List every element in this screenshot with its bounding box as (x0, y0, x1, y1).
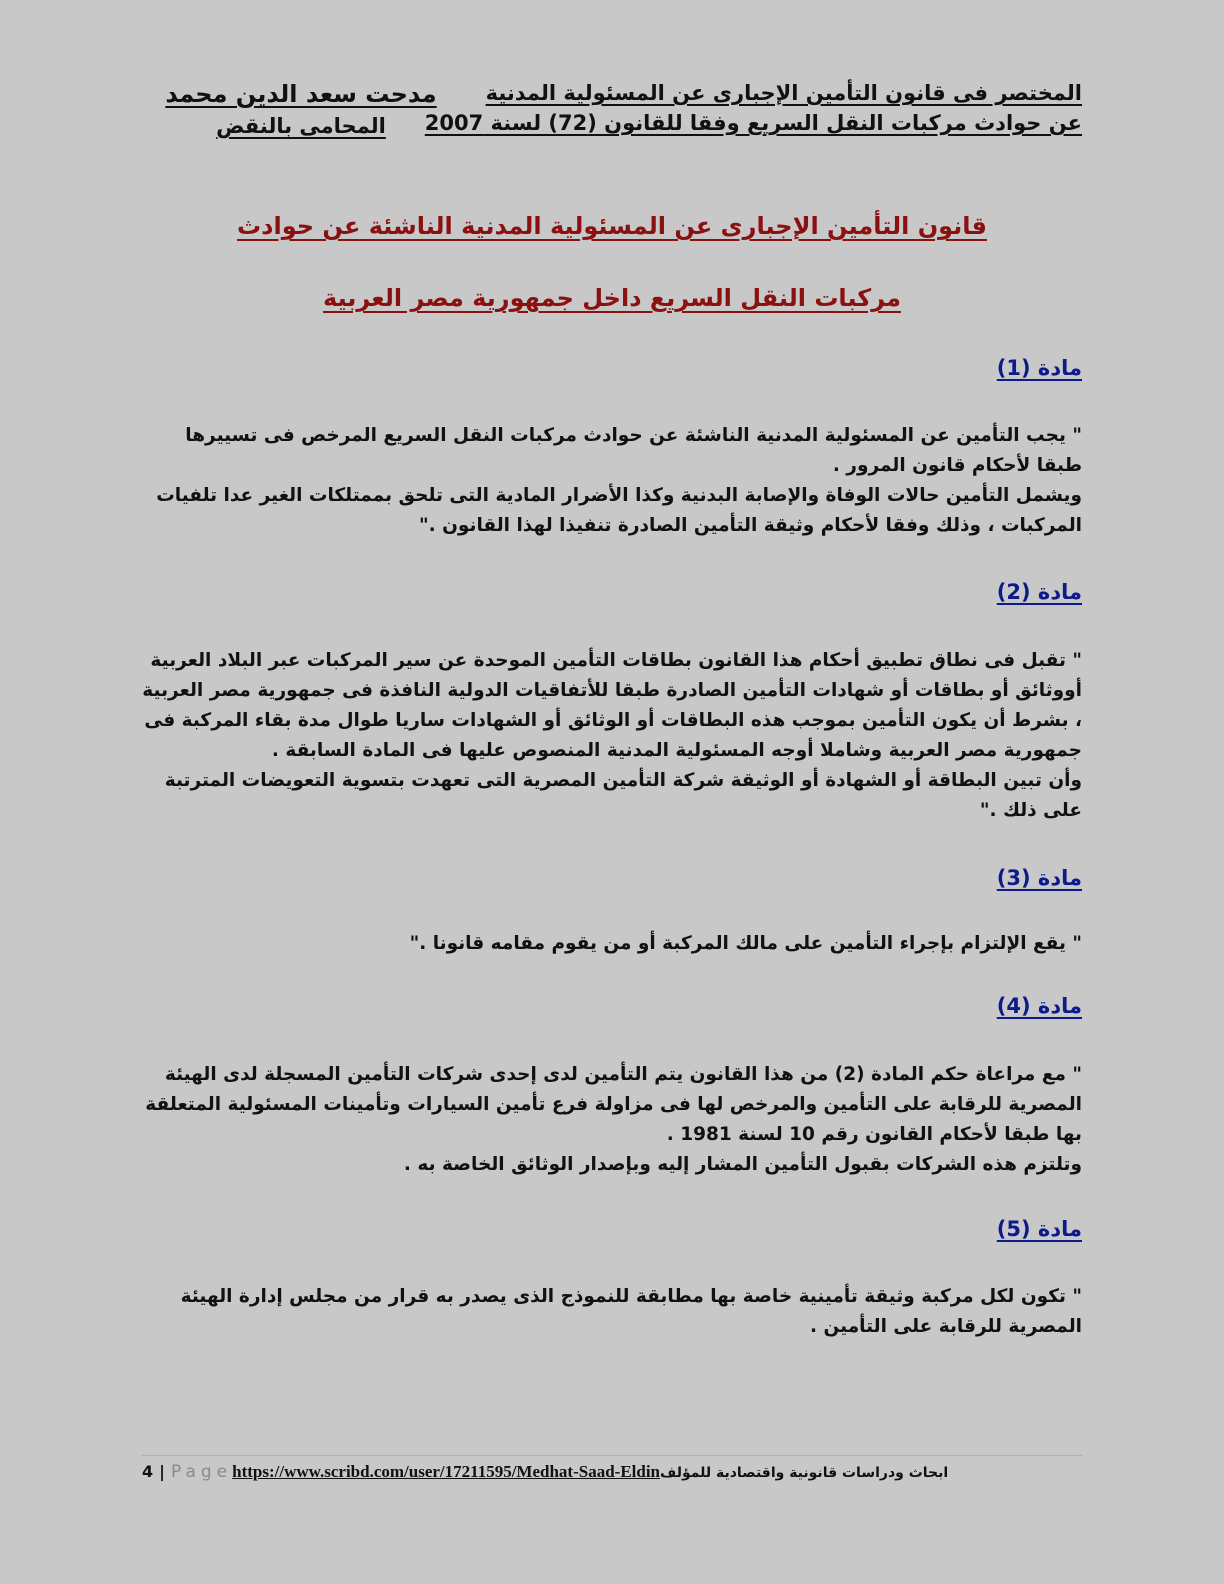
law-title-line2: مركبات النقل السريع داخل جمهورية مصر العربية (323, 284, 901, 312)
header-book-title-line2: عن حوادث مركبات النقل السريع وفقا للقانون (72) لسنة 2007 (424, 111, 1082, 135)
page-number: 4 (142, 1462, 154, 1481)
article-5-line: " تكون لكل مركبة وثيقة تأمينية خاصة بها مطابقة للنموذج الذى يصدر به قرار من مجلس إدارة الهيئة (180, 1286, 1082, 1307)
article-3-line: " يقع الإلتزام بإجراء التأمين على مالك المركبة أو من يقوم مقامه قانونا ." (409, 933, 1082, 954)
article-2-line: ، بشرط أن يكون التأمين بموجب هذه البطاقات أو الوثائق أو الشهادات ساريا طوال مدة بقاء المركبة فى (144, 710, 1082, 731)
article-1-line: المركبات ، وذلك وفقا لأحكام وثيقة التأمين الصادرة تنفيذا لهذا القانون ." (419, 515, 1082, 536)
article-3-heading: مادة (3) (996, 866, 1082, 890)
header-book-title-line1: المختصر فى قانون التأمين الإجبارى عن المسئولية المدنية (485, 81, 1082, 105)
article-1-line: ويشمل التأمين حالات الوفاة والإصابة البدنية وكذا الأضرار المادية التى تلحق بممتلكات الغير عدا تلفيات (156, 485, 1082, 506)
article-2-text (142, 646, 1082, 826)
footer-separator: | (159, 1462, 165, 1481)
article-5-line: المصرية للرقابة على التأمين . (810, 1316, 1082, 1337)
article-5-text (152, 1282, 1082, 1342)
footer-divider (142, 1455, 1082, 1456)
page-footer (142, 1460, 1082, 1484)
header-author (160, 78, 442, 142)
article-2-line: على ذلك ." (979, 800, 1082, 821)
article-1-text (152, 421, 1082, 541)
article-4-line: وتلتزم هذه الشركات بقبول التأمين المشار إليه وبإصدار الوثائق الخاصة به . (403, 1154, 1082, 1175)
article-1-line: " يجب التأمين عن المسئولية المدنية الناشئة عن حوادث مركبات النقل السريع المرخص فى تسييرها (185, 425, 1082, 446)
article-1-heading: مادة (1) (996, 356, 1082, 380)
article-4-line: المصرية للرقابة على التأمين والمرخص لها فى مزاولة فرع تأمين السيارات وتأمينات المسئولية المتعلقة (145, 1094, 1082, 1115)
header-book-title (425, 78, 1082, 138)
law-title-line1: قانون التأمين الإجبارى عن المسئولية المدنية الناشئة عن حوادث (237, 212, 987, 240)
article-4-line: " مع مراعاة حكم المادة (2) من هذا القانون يتم التأمين لدى إحدى شركات التأمين المسجلة لدى الهيئة (164, 1064, 1082, 1085)
article-2-line: أووثائق أو بطاقات أو شهادات التأمين الصادرة طبقا للأتفاقيات الدولية النافذة فى جمهورية مصر العربية (142, 680, 1082, 701)
article-2-heading: مادة (2) (996, 580, 1082, 604)
article-2-line: وأن تبين البطاقة أو الشهادة أو الوثيقة شركة التأمين المصرية التى تعهدت بتسوية التعويضات المترتبة (164, 770, 1082, 791)
article-4-line: بها طبقا لأحكام القانون رقم 10 لسنة 1981 . (666, 1124, 1082, 1145)
page-label: Page (170, 1462, 233, 1482)
article-2-line: " تقبل فى نطاق تطبيق أحكام هذا القانون بطاقات التأمين الموحدة عن سير المركبات عبر البلاد العربية (150, 650, 1082, 671)
header-author-title: المحامى بالنقض (216, 114, 386, 138)
article-1-line: طبقا لأحكام قانون المرور . (832, 455, 1082, 476)
footer-arabic-text: ابحاث ودراسات قانونية واقتصادية للمؤلف (660, 1465, 949, 1481)
article-5-heading: مادة (5) (996, 1217, 1082, 1241)
header-author-name: مدحت سعد الدين محمد (165, 80, 437, 108)
article-3-text (152, 929, 1082, 959)
article-4-heading: مادة (4) (996, 994, 1082, 1018)
article-4-text (145, 1060, 1082, 1180)
article-2-line: جمهورية مصر العربية وشاملا أوجه المسئولية المدنية المنصوص عليها فى المادة السابقة . (271, 740, 1082, 761)
author-profile-link[interactable]: https://www.scribd.com/user/17211595/Medhat-Saad-Eldin (232, 1462, 661, 1481)
